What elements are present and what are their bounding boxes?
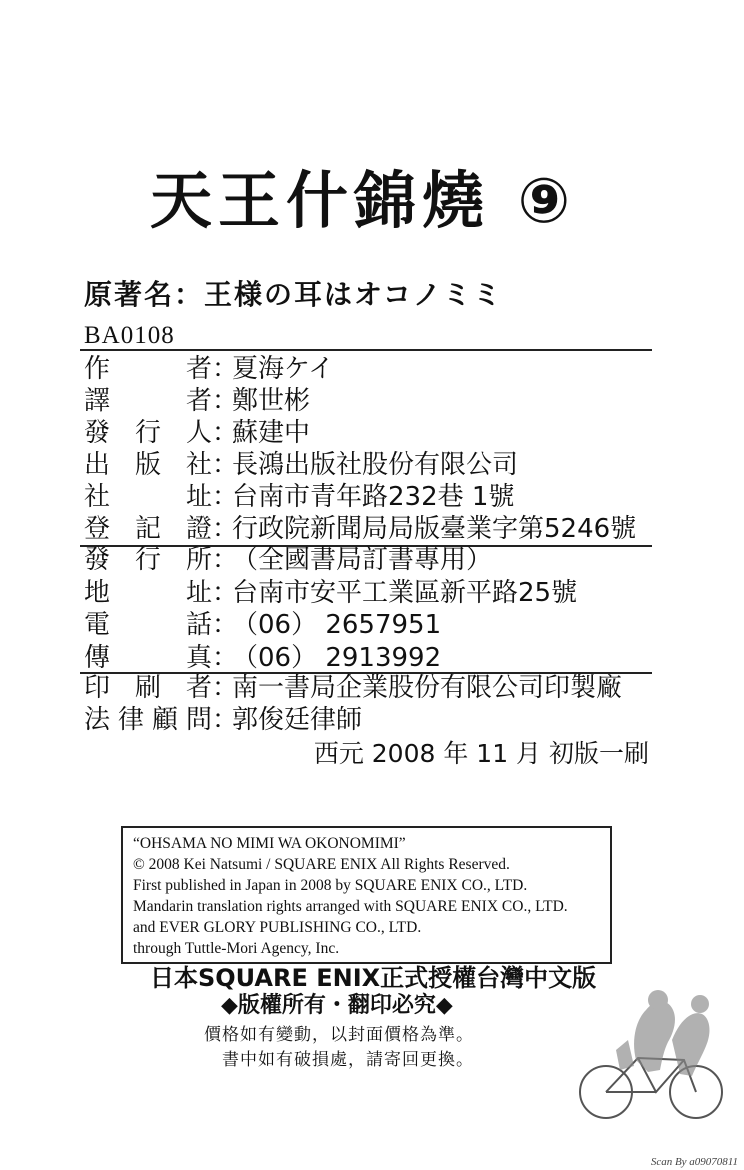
colon-separator: ： (212, 482, 239, 512)
colophon-row (84, 353, 334, 385)
colon-separator: ： (212, 577, 239, 608)
english-line: and EVER GLORY PUBLISHING CO., LTD. (133, 919, 422, 936)
scan-credit: Scan By a09070811 (650, 1156, 738, 1168)
colophon-value: 郭俊廷律師 (232, 705, 363, 735)
colophon-row (84, 642, 441, 674)
colophon-value: 蘇建中 (232, 418, 311, 448)
colon-separator: ： (212, 705, 239, 735)
colophon-value: （全國書局訂書專用） (232, 545, 493, 575)
colophon-label: 發 行 所 (84, 545, 212, 575)
colophon-row (84, 704, 362, 736)
colon-separator: ： (212, 610, 239, 640)
english-line: © 2008 Kei Natsumi / SQUARE ENIX All Rights Reserved. (133, 856, 510, 873)
colon-separator: ： (212, 354, 239, 384)
price-note: 價格如有變動，以封面價格為準。 (204, 1025, 474, 1045)
colophon-label: 電 話 (84, 610, 212, 640)
colophon-label: 譯 者 (84, 386, 212, 416)
colophon-value: 南一書局企業股份有限公司印製廠 (232, 673, 623, 703)
colon-separator: ： (212, 514, 239, 544)
book-title: 天王什錦燒 ⑨ (150, 164, 577, 237)
book-code: BA0108 (84, 322, 175, 349)
colophon-label: 傳 真 (84, 642, 212, 673)
colophon-row (84, 609, 441, 641)
colophon-row (84, 544, 492, 576)
colophon-row (84, 513, 636, 545)
colophon-value: 鄭世彬 (232, 386, 311, 416)
divider-top (80, 349, 652, 351)
colophon-row (84, 417, 310, 449)
english-line: “OHSAMA NO MIMI WA OKONOMIMI” (133, 835, 406, 852)
damage-note: 書中如有破損處，請寄回更換。 (222, 1050, 474, 1070)
colophon-label: 法 律 顧 問 (84, 705, 212, 735)
colophon-value: 台南市安平工業區新平路25號 (232, 577, 578, 608)
colon-separator: ： (212, 450, 239, 480)
colophon-label: 社 址 (84, 482, 212, 512)
colophon-label: 印 刷 者 (84, 673, 212, 703)
authorization-statement: 日本SQUARE ENIX正式授權台灣中文版 (150, 964, 597, 992)
colophon-label: 作 者 (84, 354, 212, 384)
colophon-value: 行政院新聞局局版臺業字第5246號 (232, 514, 637, 544)
english-line: through Tuttle-Mori Agency, Inc. (133, 940, 340, 957)
english-rights-box (121, 826, 612, 964)
colophon-row (84, 385, 310, 417)
colophon-row (84, 481, 514, 513)
colophon-value: （06） 2913992 (232, 642, 442, 673)
colon-separator: ： (212, 386, 239, 416)
colophon-label: 登 記 證 (84, 514, 212, 544)
colon-separator: ： (212, 418, 239, 448)
colophon-row (84, 449, 518, 481)
colon-separator: ： (212, 673, 239, 703)
colophon-value: 台南市青年路232巷 1號 (232, 482, 515, 512)
original-title: 原著名：王様の耳はオコノミミ (84, 278, 503, 311)
colophon-label: 發 行 人 (84, 418, 212, 448)
colophon-value: 夏海ケイ (232, 354, 335, 384)
colophon-label: 出 版 社 (84, 450, 212, 480)
colophon-label: 地 址 (84, 577, 212, 608)
english-line: First published in Japan in 2008 by SQUARE ENIX CO., LTD. (133, 877, 528, 894)
colophon-row (84, 577, 577, 609)
bicycle-silhouette-illustration (576, 980, 726, 1130)
colophon-row (84, 672, 622, 704)
english-line: Mandarin translation rights arranged with SQUARE ENIX CO., LTD. (133, 898, 568, 915)
colon-separator: ： (212, 545, 239, 575)
colon-separator: ： (212, 642, 239, 673)
colophon-value: 長鴻出版社股份有限公司 (232, 450, 519, 480)
colophon-value: （06） 2657951 (232, 610, 442, 640)
edition-date: 西元 2008 年 11 月 初版一刷 (313, 739, 649, 768)
rights-statement: ◆版權所有・翻印必究◆ (221, 993, 453, 1018)
